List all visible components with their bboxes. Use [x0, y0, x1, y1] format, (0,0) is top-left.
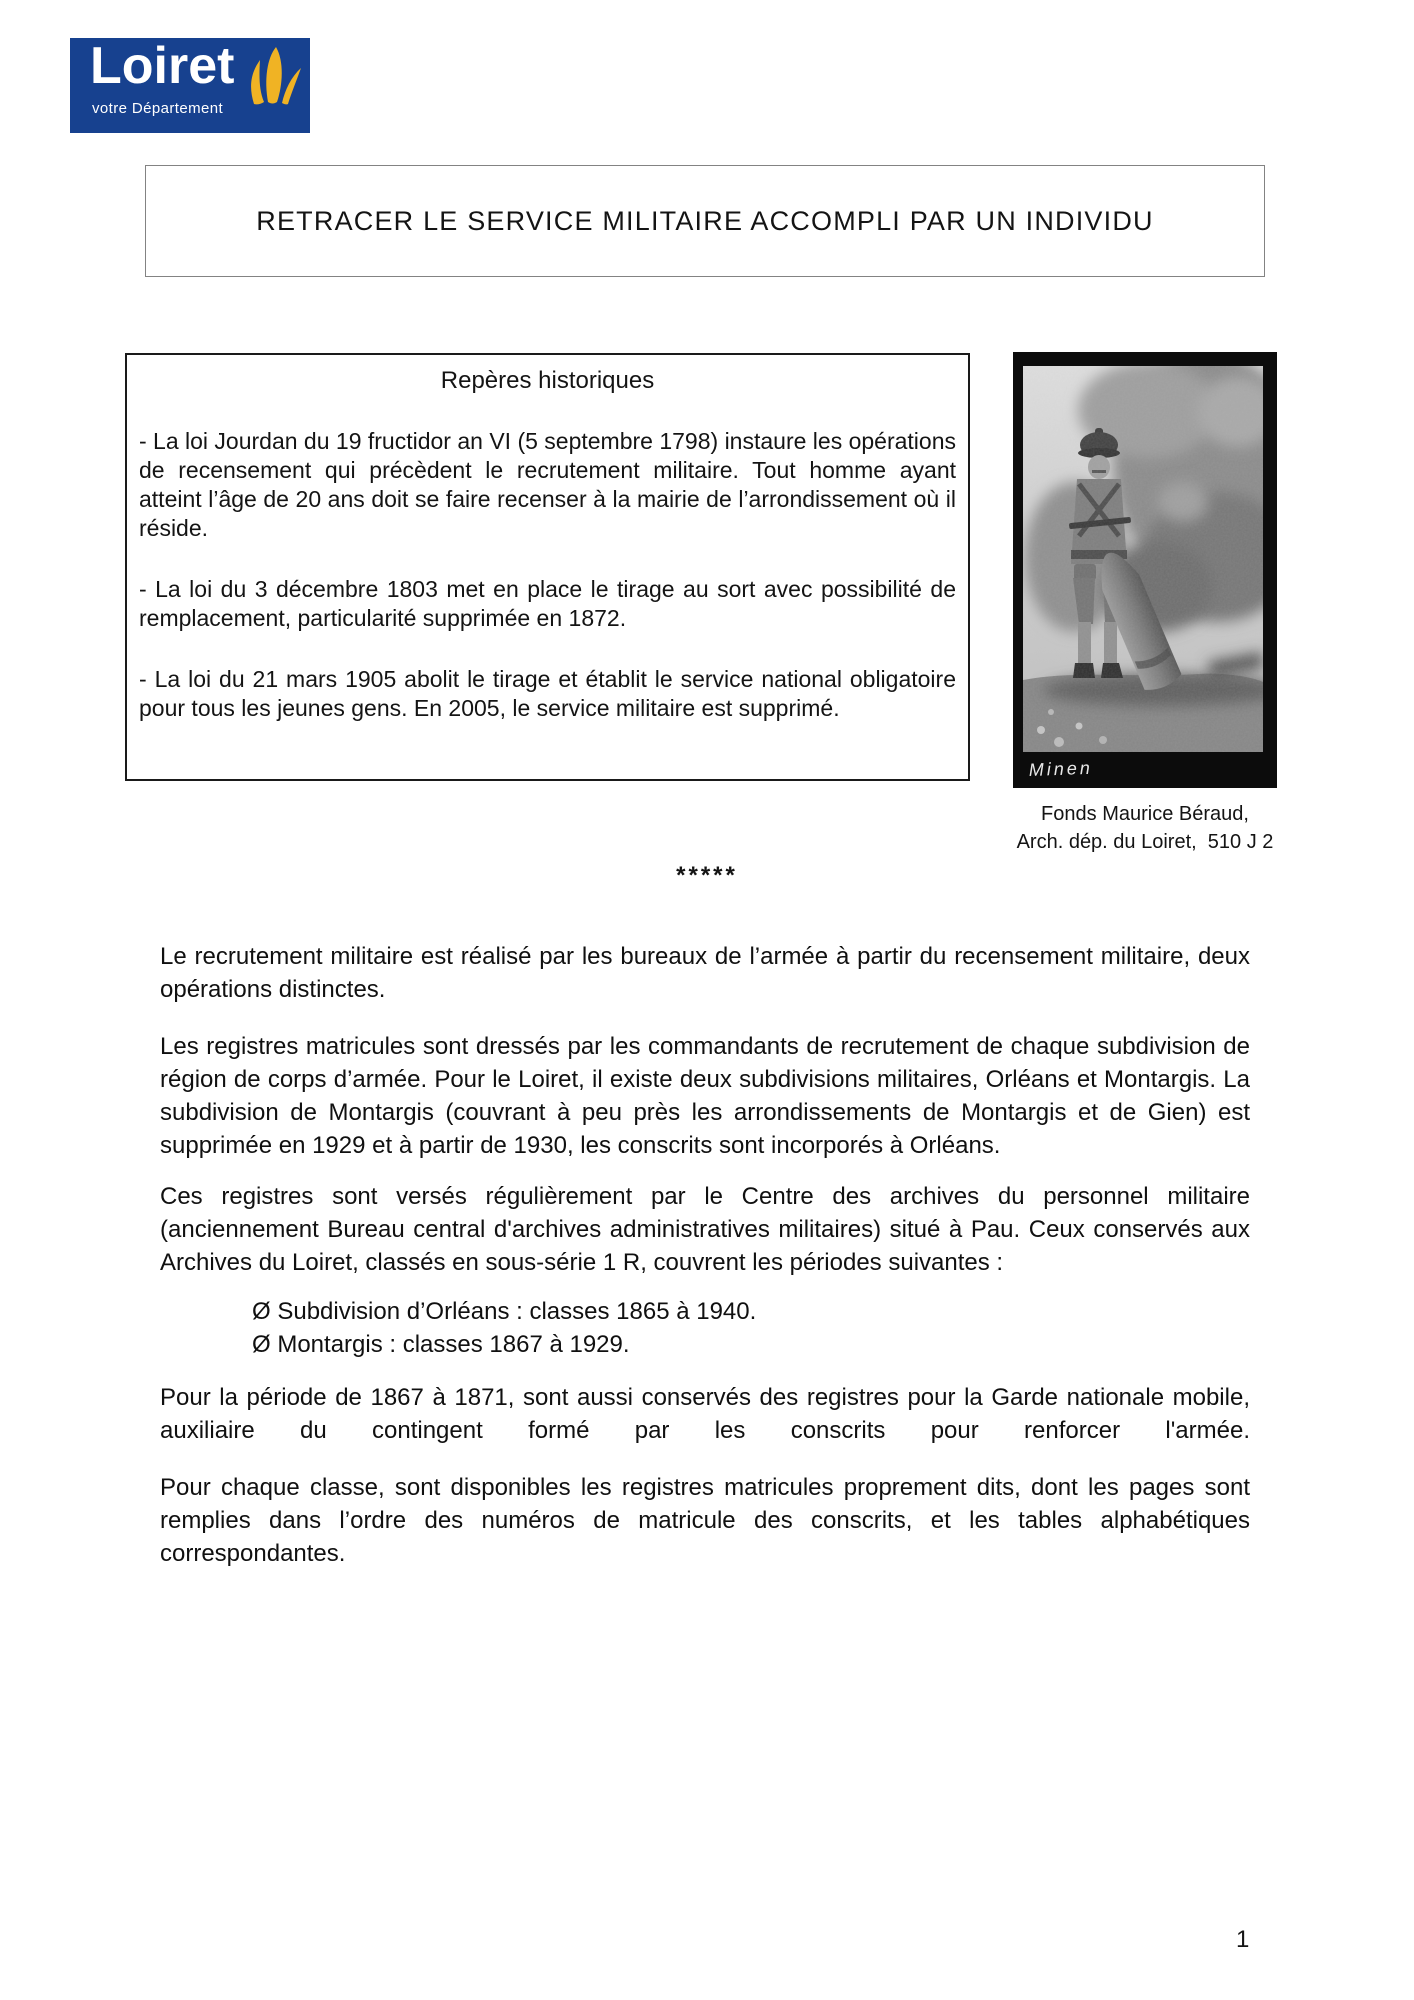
page-title: RETRACER LE SERVICE MILITAIRE ACCOMPLI PAR UN INDIVIDU [256, 205, 1154, 236]
body-paragraph: Pour chaque classe, sont disponibles les registres matricules proprement dits, dont les pages sont remplies dans l’ordre des numéros de matricule des conscrits, et les tables alphabétiques correspondantes. [160, 1474, 1250, 1567]
list-item: Ø Montargis : classes 1867 à 1929. [252, 1331, 630, 1358]
section-separator: ***** [676, 862, 738, 889]
archive-periods-list [160, 1295, 1250, 1361]
history-paragraph: - La loi du 21 mars 1905 abolit le tirage et établit le service national obligatoire pour tous les jeunes gens. En 2005, le service militaire est supprimé. [139, 666, 956, 721]
history-paragraph: - La loi Jourdan du 19 fructidor an VI (5 septembre 1798) instaure les opérations de recensement qui précèdent le recrutement militaire. Tout homme ayant atteint l’âge de 20 ans doit se faire recenser à la mairie de l’arrondissement où il réside. [139, 428, 956, 541]
logo-wordmark: Loiret [90, 37, 235, 95]
list-item: Ø Subdivision d’Orléans : classes 1865 à 1940. [252, 1298, 757, 1325]
body-text [160, 940, 1250, 1570]
body-paragraph: Ces registres sont versés régulièrement par le Centre des archives du personnel militaire (anciennement Bureau central d'archives administratives militaires) situé à Pau. Ceux conservés aux Archives du Loiret, classés en sous-série 1 R, couvrent les périodes suivantes : [160, 1183, 1250, 1276]
soldier-photo [1013, 352, 1277, 788]
logo-tagline: votre Département [92, 100, 224, 117]
history-paragraph: - La loi du 3 décembre 1803 met en place le tirage au sort avec possibilité de remplacement, particularité supprimée en 1872. [139, 576, 956, 631]
history-box-title: Repères historiques [440, 367, 655, 394]
caption-line: Fonds Maurice Béraud, [1041, 803, 1249, 825]
photo-inscription: Minen [1028, 757, 1094, 780]
page-number: 1 [1236, 1926, 1250, 1953]
flower-icon [240, 46, 302, 108]
history-box [125, 353, 970, 781]
caption-line: Arch. dép. du Loiret, 510 J 2 [1016, 831, 1274, 853]
body-paragraph: Les registres matricules sont dressés par les commandants de recrutement de chaque subdivision de région de corps d’armée. Pour le Loiret, il existe deux subdivisions militaires, Orléans et Montargis. La subdivision de Montargis (couvrant à peu près les arrondissements de Montargis et de Gien) est supprimée en 1929 et à partir de 1930, les conscrits sont incorporés à Orléans. [160, 1033, 1250, 1159]
body-paragraph: Le recrutement militaire est réalisé par les bureaux de l’armée à partir du recensement militaire, deux opérations distinctes. [160, 943, 1250, 1003]
body-paragraph: Pour la période de 1867 à 1871, sont aussi conservés des registres pour la Garde nationale mobile, auxiliaire du contingent formé par les conscrits pour renforcer l'armée. [160, 1384, 1250, 1444]
title-box [145, 165, 1265, 277]
photo-caption [975, 800, 1315, 856]
loiret-logo [70, 38, 310, 133]
